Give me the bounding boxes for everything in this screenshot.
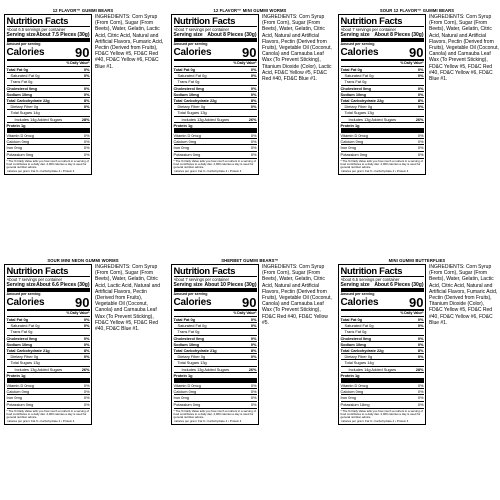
calories-per-gram-values: Fat 9 • Carbohydrate 4 • Protein 4	[198, 169, 242, 173]
nutrient-daily-value: 0%	[250, 341, 257, 347]
nutrition-facts-label	[4, 14, 92, 175]
calories-label: Calories	[340, 297, 379, 309]
nutrient-daily-value: 26%	[248, 366, 257, 372]
vitamin-daily-value: 0%	[250, 132, 257, 138]
serving-size-row	[341, 283, 424, 289]
nutrient-label: Total Sugars 13g	[177, 110, 207, 116]
vitamin-row	[341, 151, 424, 157]
serving-size-label: Serving size	[173, 281, 203, 288]
nutrient-label: Sodium 10mg	[340, 341, 367, 347]
amount-per-serving: Amount per serving	[173, 292, 208, 297]
nutrition-facts-title: Nutrition Facts	[340, 265, 403, 276]
nutrient-daily-value: 26%	[415, 116, 424, 122]
nutrient-label: Total Sugars 13g	[344, 110, 374, 116]
vitamin-daily-value: 0%	[83, 395, 90, 401]
serving-size-row	[341, 33, 424, 39]
nutrient-label: Total Carbohydrate 22g	[340, 347, 384, 353]
nutrient-daily-value: 0%	[417, 73, 424, 79]
vitamin-row	[174, 151, 257, 157]
servings-per-container: About 6.5 servings per container	[6, 27, 66, 32]
serving-size-value: About 6.6 Pieces (30g)	[36, 281, 90, 288]
amount-per-serving: Amount per serving	[6, 292, 41, 297]
calories-per-gram-label: Calories per gram:	[6, 419, 31, 423]
nutrient-daily-value: 0%	[250, 73, 257, 79]
daily-value-header: % Daily Value*	[233, 311, 257, 316]
vitamin-label: Calcium 0mg	[340, 139, 364, 145]
vitamin-label: Vitamin D 0mcg	[6, 382, 34, 388]
nutrient-label: Cholesterol 0mg	[340, 85, 371, 91]
calories-per-gram	[174, 420, 257, 424]
ingredients-text: INGREDIENTS: Corn Syrup (From Corn), Sugar (From Beets), Water, Gelatin, Lactic Acid, Citric Acid, Natural and Artificial Flavors, Fumaric Acid, Pectin (Derived from Fruits), FD&C Yellow #5, FD&C Red #40, FD&C Yellow #6, FD&C Blue #1.	[95, 14, 164, 70]
vitamin-label: Potassium 18mg	[340, 401, 370, 407]
calories-per-gram	[341, 170, 424, 174]
nutrient-label: Trans Fat 0g	[344, 79, 367, 85]
vitamin-label: Potassium 0mg	[173, 151, 201, 157]
calories-per-gram-label: Calories per gram:	[340, 419, 365, 423]
nutrient-daily-value: 0%	[83, 73, 90, 79]
ingredients-text: INGREDIENTS: Corn Syrup (From Corn), Sugar (From Beets), Water, Gelatin, Citric Acid, Natural and Artificial Flavors, Pectin (Derived from Fruits), Vegetable Oil (Coconut, Canola) and Carnauba Leaf Wax (To Prevent Sticking), FD&C Yellow #5, FD&C Red #40, FD&C Yellow #6, FD&C Blue #1.	[429, 14, 499, 83]
nutrient-daily-value: 0%	[417, 335, 424, 341]
vitamin-label: Vitamin D 0mcg	[173, 382, 201, 388]
nutrient-daily-value: 8%	[417, 97, 424, 103]
nutrient-label: Total Fat 0g	[340, 66, 363, 72]
vitamin-label: Iron 0mg	[340, 145, 356, 151]
product-panel-3	[334, 0, 500, 250]
calories-label: Calories	[6, 47, 45, 59]
ingredients-text: INGREDIENTS: Corn Syrup (From Corn), Sugar (From Beets), Water, Gelatin, Citric Acid, Lactic Acid, Natural and Artificial Flavors, Pectin (Derived from Fruits), Vegetable Oil (Coconut, Canola) and Carnauba Leaf Wax (To Prevent Sticking), FD&C Yellow #5, FD&C Red #40, FD&C Blue #1.	[95, 264, 161, 333]
nutrient-daily-value: 0%	[83, 91, 90, 97]
nutrient-daily-value: 0%	[250, 316, 257, 322]
vitamin-rows	[341, 132, 424, 157]
ingredients-text: INGREDIENTS: Corn Syrup (From Corn), Sugar (From Beets), Water, Gelatin, Lactic Acid, Citric Acid, Natural and Artificial Flavors, Fumaric Acid, Pectin (Derived from Fruits), Titanium Dioxide (Color), FD&C Yellow #5, FD&C Red #40, FD&C Yellow #6, FD&C Blue #1.	[429, 264, 498, 326]
vitamin-daily-value: 0%	[83, 139, 90, 145]
daily-value-header: % Daily Value*	[66, 311, 90, 316]
vitamin-daily-value: 0%	[83, 382, 90, 388]
vitamin-daily-value: 0%	[417, 145, 424, 151]
nutrition-facts-label	[171, 14, 259, 175]
calories-per-gram-values: Fat 9 • Carbohydrate 4 • Protein 4	[31, 169, 75, 173]
servings-per-container: About 7 servings per container	[6, 277, 63, 282]
nutrient-daily-value: 0%	[83, 341, 90, 347]
nutrient-label: Includes 13g Added Sugars	[181, 366, 230, 372]
daily-value-header: % Daily Value*	[400, 311, 424, 316]
vitamin-label: Iron 0mg	[6, 145, 22, 151]
nutrient-rows	[174, 316, 257, 378]
nutrient-daily-value: 0%	[83, 323, 90, 329]
servings-per-container: About 7 servings per container	[173, 27, 230, 32]
nutrient-daily-value: 0%	[250, 104, 257, 110]
vitamin-label: Potassium 0mg	[173, 401, 201, 407]
serving-size-row	[7, 33, 90, 39]
vitamin-label: Vitamin D 0mcg	[6, 132, 34, 138]
nutrient-daily-value: 0%	[417, 316, 424, 322]
calories-row	[174, 297, 257, 309]
serving-size-value: About 6 Pieces (30g)	[374, 281, 424, 288]
nutrition-facts-title: Nutrition Facts	[173, 15, 236, 26]
vitamin-daily-value: 0%	[417, 139, 424, 145]
serving-size-label: Serving size	[173, 31, 203, 38]
calories-label: Calories	[340, 47, 379, 59]
calories-row	[174, 47, 257, 59]
nutrient-label: Trans Fat 0g	[10, 79, 33, 85]
nutrient-daily-value: 0%	[417, 66, 424, 72]
nutrition-facts-label	[338, 264, 426, 425]
serving-size-value: About 7.5 Pieces (30g)	[36, 31, 90, 38]
nutrient-daily-value: 26%	[248, 116, 257, 122]
vitamin-daily-value: 0%	[417, 382, 424, 388]
nutrient-label: Total Fat 0g	[6, 66, 29, 72]
nutrition-facts-label	[171, 264, 259, 425]
calories-per-gram	[174, 170, 257, 174]
vitamin-daily-value: 0%	[250, 401, 257, 407]
product-panel-5	[167, 250, 333, 500]
nutrient-label: Total Sugars 14g	[344, 360, 374, 366]
nutrient-rows	[341, 316, 424, 378]
nutrient-label: Trans Fat 0g	[177, 329, 200, 335]
vitamin-label: Iron 0mg	[340, 395, 356, 401]
calories-value: 90	[242, 45, 257, 61]
nutrient-daily-value: 0%	[83, 85, 90, 91]
nutrient-label: Protein 1g	[6, 372, 26, 378]
nutrient-daily-value: 0%	[250, 323, 257, 329]
nutrient-daily-value: 0%	[83, 316, 90, 322]
nutrient-daily-value: 8%	[83, 97, 90, 103]
servings-per-container: About 6.5 servings per container	[340, 277, 400, 282]
calories-row	[341, 47, 424, 59]
vitamin-label: Vitamin D 0mcg	[340, 132, 368, 138]
nutrient-label: Total Carbohydrate 22g	[173, 97, 217, 103]
nutrient-daily-value: 0%	[417, 104, 424, 110]
nutrient-label: Sodium 10mg	[6, 91, 33, 97]
product-name: 12 FLAVOR™ GUMMI BEARS	[52, 8, 114, 13]
product-panel-4	[0, 250, 166, 500]
vitamin-row	[7, 151, 90, 157]
vitamin-daily-value: 0%	[250, 395, 257, 401]
daily-value-footnote: * The % Daily Value tells you how much a nutrient in a serving of food contributes to a daily diet. 2,000 calories a day is used for general nutrition advice.	[173, 158, 256, 170]
nutrient-label: Saturated Fat 0g	[344, 73, 374, 79]
daily-value-footnote: * The % Daily Value tells you how much a nutrient in a serving of food contributes to a daily diet. 2,000 calories a day is used for general nutrition advice.	[340, 158, 423, 170]
amount-per-serving: Amount per serving	[173, 42, 208, 47]
nutrient-label: Dietary Fiber 0g	[344, 104, 373, 110]
calories-per-gram-values: Fat 9 • Carbohydrate 4 • Protein 4	[365, 419, 409, 423]
vitamin-row	[341, 401, 424, 407]
nutrient-daily-value: 28%	[415, 366, 424, 372]
nutrient-daily-value: 0%	[417, 91, 424, 97]
nutrient-daily-value: 0%	[83, 354, 90, 360]
serving-size-label: Serving size	[6, 31, 36, 38]
ingredients-text: INGREDIENTS: Corn Syrup (From Corn), Sugar (From Beets), Water, Gelatin, Citric Acid, Natural and Artificial Flavors, Pectin (Derived from Fruits), Vegetable Oil (Coconut, Canola) and Carnauba Leaf Wax (To Prevent Sticking), Titanium Dioxide (Color), Lactic Acid, FD&C Yellow #5, FD&C Red #40, FD&C Blue #1.	[262, 14, 332, 83]
calories-per-gram-values: Fat 9 • Carbohydrate 4 • Protein 4	[365, 169, 409, 173]
nutrient-label: Protein 1g	[340, 122, 360, 128]
nutrient-label: Trans Fat 0g	[177, 79, 200, 85]
daily-value-footnote: * The % Daily Value tells you how much a nutrient in a serving of food contributes to a daily diet. 2,000 calories a day is used for general nutrition advice.	[6, 408, 89, 420]
nutrient-label: Trans Fat 0g	[344, 329, 367, 335]
nutrient-label: Dietary Fiber 0g	[344, 354, 373, 360]
daily-value-header: % Daily Value*	[66, 61, 90, 66]
calories-row	[341, 297, 424, 309]
nutrient-label: Total Carbohydrate 22g	[6, 97, 50, 103]
product-panel-1	[0, 0, 166, 250]
serving-size-row	[7, 283, 90, 289]
calories-label: Calories	[173, 47, 212, 59]
nutrient-label: Total Carbohydrate 21g	[173, 347, 217, 353]
vitamin-label: Calcium 0mg	[6, 139, 30, 145]
serving-size-value: About 8 Pieces (30g)	[374, 31, 424, 38]
vitamin-label: Potassium 0mg	[6, 401, 34, 407]
nutrient-label: Saturated Fat 0g	[177, 323, 207, 329]
vitamin-daily-value: 0%	[250, 139, 257, 145]
nutrition-facts-label	[338, 14, 426, 175]
vitamin-daily-value: 0%	[250, 145, 257, 151]
nutrient-label: Protein 1g	[340, 372, 360, 378]
nutrition-facts-title: Nutrition Facts	[173, 265, 236, 276]
calories-per-gram-label: Calories per gram:	[340, 169, 365, 173]
nutrient-label: Cholesterol 0mg	[6, 335, 37, 341]
calories-value: 90	[75, 295, 90, 311]
nutrient-label: Cholesterol 0mg	[173, 85, 204, 91]
amount-per-serving: Amount per serving	[340, 42, 375, 47]
nutrient-label: Dietary Fiber 0g	[10, 354, 39, 360]
vitamin-daily-value: 0%	[83, 401, 90, 407]
serving-size-row	[174, 33, 257, 39]
nutrient-label: Sodium 10mg	[340, 91, 367, 97]
nutrition-facts-title: Nutrition Facts	[6, 15, 69, 26]
nutrient-label: Total Fat 0g	[6, 316, 29, 322]
nutrient-label: Total Sugars 13g	[177, 360, 207, 366]
serving-size-value: About 10 Pieces (30g)	[204, 281, 257, 288]
calories-per-gram	[7, 420, 90, 424]
product-name: MINI GUMMI BUTTERFLIES	[388, 258, 446, 263]
vitamin-rows	[7, 382, 90, 407]
vitamin-daily-value: 0%	[417, 401, 424, 407]
vitamin-label: Calcium 0mg	[173, 139, 197, 145]
nutrient-rows	[7, 316, 90, 378]
nutrient-label: Includes 14g Added Sugars	[14, 116, 63, 122]
serving-size-label: Serving size	[6, 281, 36, 288]
nutrient-daily-value: 0%	[417, 85, 424, 91]
nutrient-label: Sodium 10mg	[6, 341, 33, 347]
nutrient-daily-value: 0%	[417, 323, 424, 329]
calories-per-gram-label: Calories per gram:	[6, 169, 31, 173]
nutrient-label: Saturated Fat 0g	[10, 323, 40, 329]
nutrient-label: Cholesterol 0mg	[340, 335, 371, 341]
vitamin-daily-value: 0%	[250, 389, 257, 395]
vitamin-rows	[174, 132, 257, 157]
nutrient-label: Includes 14g Added Sugars	[348, 366, 397, 372]
calories-per-gram-values: Fat 9 • Carbohydrate 4 • Protein 4	[198, 419, 242, 423]
nutrient-daily-value: 0%	[83, 66, 90, 72]
nutrient-daily-value: 0%	[250, 354, 257, 360]
nutrient-label: Protein 1g	[6, 122, 26, 128]
nutrient-label: Dietary Fiber 0g	[177, 104, 206, 110]
nutrient-daily-value: 0%	[83, 335, 90, 341]
nutrient-daily-value: 0%	[250, 66, 257, 72]
product-panel-6	[334, 250, 500, 500]
nutrient-daily-value: 0%	[83, 104, 90, 110]
vitamin-label: Potassium 0mg	[6, 151, 34, 157]
daily-value-header: % Daily Value*	[400, 61, 424, 66]
vitamin-daily-value: 0%	[417, 389, 424, 395]
nutrient-label: Includes 13g Added Sugars	[348, 116, 397, 122]
nutrient-label: Includes 13g Added Sugars	[181, 116, 230, 122]
nutrient-label: Protein 1g	[173, 122, 193, 128]
nutrient-label: Protein 1g	[173, 372, 193, 378]
product-name: SOUR MINI NEON GUMMI WORMS	[47, 258, 119, 263]
product-name: SHERBET GUMMI BEARS™	[221, 258, 279, 263]
calories-label: Calories	[173, 297, 212, 309]
vitamin-daily-value: 0%	[250, 151, 257, 157]
product-panel-2	[167, 0, 333, 250]
daily-value-footnote: * The % Daily Value tells you how much a nutrient in a serving of food contributes to a daily diet. 2,000 calories a day is used for general nutrition advice.	[173, 408, 256, 420]
nutrient-label: Total Fat 0g	[173, 316, 196, 322]
daily-value-header: % Daily Value*	[233, 61, 257, 66]
vitamin-label: Calcium 0mg	[6, 389, 30, 395]
vitamin-daily-value: 0%	[83, 145, 90, 151]
serving-size-label: Serving size	[340, 31, 370, 38]
nutrient-label: Dietary Fiber 0g	[177, 354, 206, 360]
nutrient-daily-value: 0%	[250, 335, 257, 341]
amount-per-serving: Amount per serving	[340, 292, 375, 297]
daily-value-footnote: * The % Daily Value tells you how much a nutrient in a serving of food contributes to a daily diet. 2,000 calories a day is used for general nutrition advice.	[340, 408, 423, 420]
servings-per-container: About 7 servings per container	[340, 27, 397, 32]
nutrient-daily-value: 0%	[250, 85, 257, 91]
vitamin-label: Vitamin D 0mcg	[340, 382, 368, 388]
product-name: SOUR 12 FLAVOR™ GUMMI BEARS	[379, 8, 455, 13]
serving-size-value: About 8 Pieces (30g)	[207, 31, 257, 38]
vitamin-label: Potassium 0mg	[340, 151, 368, 157]
nutrient-label: Total Carbohydrate 21g	[6, 347, 50, 353]
calories-row	[7, 47, 90, 59]
calories-value: 90	[409, 295, 424, 311]
nutrient-label: Dietary Fiber 0g	[10, 104, 39, 110]
nutrient-label: Saturated Fat 0g	[10, 73, 40, 79]
vitamin-label: Calcium 0mg	[340, 389, 364, 395]
nutrient-daily-value: 26%	[81, 366, 90, 372]
vitamin-daily-value: 0%	[83, 151, 90, 157]
nutrient-daily-value: 8%	[417, 347, 424, 353]
nutrient-rows	[7, 66, 90, 128]
servings-per-container: About 7 servings per container	[173, 277, 230, 282]
nutrition-facts-title: Nutrition Facts	[340, 15, 403, 26]
vitamin-label: Iron 0mg	[173, 395, 189, 401]
calories-label: Calories	[6, 297, 45, 309]
vitamin-row	[174, 401, 257, 407]
calories-value: 90	[242, 295, 257, 311]
vitamin-row	[7, 401, 90, 407]
vitamin-label: Iron 0mg	[173, 145, 189, 151]
vitamin-rows	[341, 382, 424, 407]
vitamin-daily-value: 0%	[417, 395, 424, 401]
vitamin-daily-value: 0%	[250, 382, 257, 388]
vitamin-daily-value: 0%	[83, 389, 90, 395]
nutrient-label: Total Carbohydrate 22g	[340, 97, 384, 103]
vitamin-label: Iron 0mg	[6, 395, 22, 401]
nutrient-label: Saturated Fat 0g	[177, 73, 207, 79]
vitamin-daily-value: 0%	[83, 132, 90, 138]
nutrient-label: Cholesterol 0mg	[173, 335, 204, 341]
nutrient-label: Total Sugars 14g	[10, 110, 40, 116]
nutrient-label: Includes 13g Added Sugars	[14, 366, 63, 372]
nutrient-label: Cholesterol 0mg	[6, 85, 37, 91]
vitamin-label: Calcium 0mg	[173, 389, 197, 395]
calories-value: 90	[409, 45, 424, 61]
calories-per-gram-label: Calories per gram:	[173, 419, 198, 423]
calories-value: 90	[75, 45, 90, 61]
serving-size-row	[174, 283, 257, 289]
calories-per-gram	[7, 170, 90, 174]
vitamin-rows	[174, 382, 257, 407]
nutrient-daily-value: 8%	[83, 347, 90, 353]
vitamin-daily-value: 0%	[417, 151, 424, 157]
nutrition-facts-label	[4, 264, 92, 425]
serving-size-label: Serving size	[340, 281, 370, 288]
nutrient-label: Saturated Fat 0g	[344, 323, 374, 329]
nutrient-label: Total Fat 0g	[340, 316, 363, 322]
vitamin-daily-value: 0%	[417, 132, 424, 138]
amount-per-serving: Amount per serving	[6, 42, 41, 47]
nutrient-rows	[341, 66, 424, 128]
nutrient-daily-value: 0%	[417, 354, 424, 360]
nutrition-facts-title: Nutrition Facts	[6, 265, 69, 276]
product-name: 12 FLAVOR™ MINI GUMMI WORMS	[213, 8, 287, 13]
calories-per-gram-values: Fat 9 • Carbohydrate 4 • Protein 4	[31, 419, 75, 423]
nutrient-daily-value: 28%	[81, 116, 90, 122]
nutrient-label: Trans Fat 0g	[10, 329, 33, 335]
nutrient-rows	[174, 66, 257, 128]
vitamin-label: Vitamin D 0mcg	[173, 132, 201, 138]
ingredients-text: INGREDIENTS: Corn Syrup (From Corn), Sugar (From Beets), Water, Gelatin, Citric Acid, Natural and Artificial Flavors, Pectin (Derived from Fruits), Vegetable Oil (Coconut, Canola) and Carnauba Leaf Wax (To Prevent Sticking), FD&C Red #40, FD&C Yellow #5.	[262, 264, 332, 326]
daily-value-footnote: * The % Daily Value tells you how much a nutrient in a serving of food contributes to a daily diet. 2,000 calories a day is used for general nutrition advice.	[6, 158, 89, 170]
nutrient-label: Total Fat 0g	[173, 66, 196, 72]
nutrient-daily-value: 0%	[250, 91, 257, 97]
calories-row	[7, 297, 90, 309]
nutrient-daily-value: 8%	[250, 97, 257, 103]
calories-per-gram-label: Calories per gram:	[173, 169, 198, 173]
nutrient-label: Total Sugars 13g	[10, 360, 40, 366]
nutrient-label: Sodium 10mg	[173, 341, 200, 347]
nutrient-daily-value: 0%	[417, 341, 424, 347]
nutrient-daily-value: 8%	[250, 347, 257, 353]
calories-per-gram	[341, 420, 424, 424]
nutrient-label: Sodium 10mg	[173, 91, 200, 97]
vitamin-rows	[7, 132, 90, 157]
